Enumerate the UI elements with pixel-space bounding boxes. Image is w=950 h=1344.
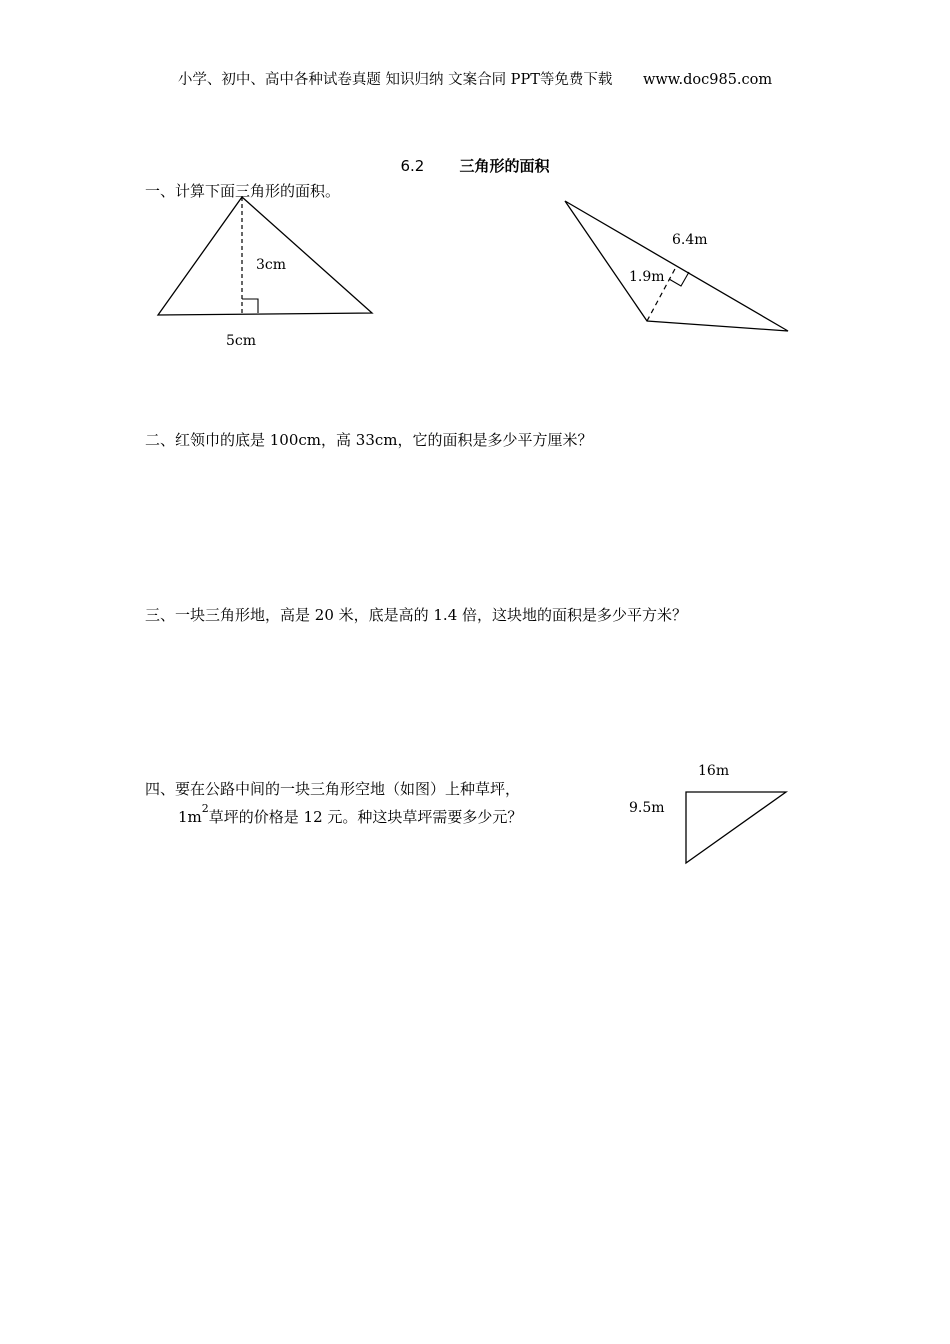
q4-unit: 1m xyxy=(178,808,202,826)
q4-unit-exponent: 2 xyxy=(201,802,209,815)
question-1: 一、计算下面三角形的面积。 xyxy=(145,182,341,200)
question-4-line-2 xyxy=(178,802,523,827)
q4-rest: 草坪的价格是 12 元。种这块草坪需要多少元？ xyxy=(208,808,523,826)
question-4-line-1: 四、要在公路中间的一块三角形空地（如图）上种草坪， xyxy=(145,780,521,798)
fig3-side-label: 9.5m xyxy=(629,800,665,816)
fig2-base-label: 6.4m xyxy=(672,232,708,248)
section-title: 三角形的面积 xyxy=(459,157,550,175)
figure-3-triangle xyxy=(686,792,786,863)
right-angle-mark-2 xyxy=(669,272,689,286)
header-site: www.doc985.com xyxy=(642,72,773,88)
question-2: 二、红领巾的底是 100cm，高 33cm，它的面积是多少平方厘米？ xyxy=(145,431,593,449)
fig1-base-label: 5cm xyxy=(226,333,257,349)
triangle-1 xyxy=(158,197,372,315)
fig3-top-label: 16m xyxy=(698,763,730,779)
figure-2-triangle xyxy=(565,201,788,331)
right-angle-mark-1 xyxy=(242,299,258,313)
fig2-height-label: 1.9m xyxy=(629,269,665,285)
triangle-2 xyxy=(565,201,788,331)
fig1-height-label: 3cm xyxy=(256,257,287,273)
figure-1-triangle xyxy=(158,197,372,315)
header-text: 小学、初中、高中各种试卷真题 知识归纳 文案合同 PPT等免费下载 xyxy=(177,72,613,88)
question-3: 三、一块三角形地，高是 20 米，底是高的 1.4 倍，这块地的面积是多少平方米？ xyxy=(145,606,688,624)
triangle-3 xyxy=(686,792,786,863)
section-number: 6.2 xyxy=(400,157,425,175)
